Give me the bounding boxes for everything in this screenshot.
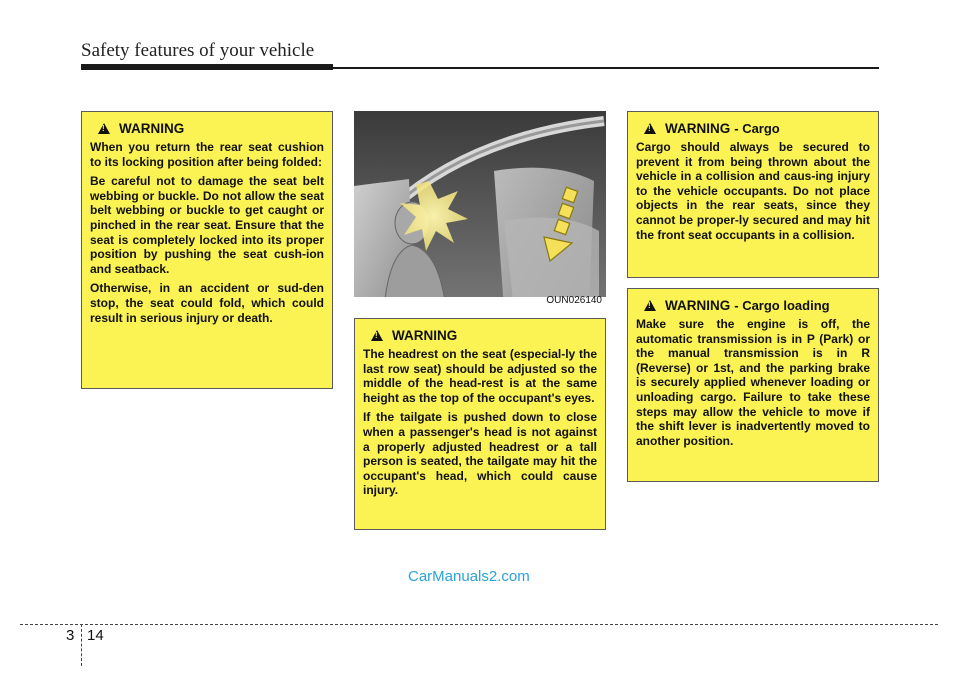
warning-paragraph: Otherwise, in an accident or sud-den stop, the seat could fold, which could result in serious injury or death. <box>90 281 324 325</box>
warning-paragraph: Cargo should always be secured to prevent it from being thrown about the vehicle in a collision and caus-ing injury to the vehicle occupants. Do not place objects in the rear seats, since they cannot be proper-ly secured and may hit the front seat occupants in a collision. <box>636 140 870 242</box>
footer-rule <box>20 624 938 625</box>
warning-subheading: - Cargo loading <box>734 298 830 313</box>
warning-triangle-icon <box>644 123 656 134</box>
page-number: 14 <box>87 627 104 644</box>
warning-paragraph: Make sure the engine is off, the automatic transmission is in P (Park) or the manual transmission is in R (Reverse) or 1st, and the parking brake is securely applied whenever loading or unloading cargo. Failure to take these steps may allow the vehicle to move if the shift lever is inadvertently moved to another position. <box>636 317 870 448</box>
warning-box-cargo <box>627 111 879 278</box>
warning-heading <box>644 298 870 313</box>
header-rule-thick <box>81 64 333 70</box>
illustration-code: OUN026140 <box>546 295 602 306</box>
warning-paragraph: When you return the rear seat cushion to its locking position after being folded: <box>90 140 324 169</box>
warning-heading <box>371 328 597 343</box>
warning-heading <box>644 121 870 136</box>
warning-heading-text: WARNING <box>392 328 458 343</box>
warning-heading-text: WARNING <box>119 121 185 136</box>
warning-heading <box>98 121 324 136</box>
chapter-number: 3 <box>66 627 75 644</box>
warning-paragraph: The headrest on the seat (especial-ly the last row seat) should be adjusted so the middle of the head-rest is at the same height as the top of the occupant's eyes. <box>363 347 597 405</box>
warning-triangle-icon <box>98 123 110 134</box>
warning-paragraph: Be careful not to damage the seat belt webbing or buckle. Do not allow the seat belt webbing or buckle to get caught or pinched in the rear seat. Ensure that the seat is completely locked into its proper position by pushing the seat cush-ion and seatback. <box>90 174 324 276</box>
headrest-impact-illustration <box>354 111 606 309</box>
page-header-title: Safety features of your vehicle <box>81 40 315 61</box>
warning-subheading: - Cargo <box>734 121 780 136</box>
warning-box-headrest <box>354 318 606 530</box>
warning-triangle-icon <box>371 330 383 341</box>
warning-box-cargo-loading <box>627 288 879 482</box>
warning-heading-text: WARNING <box>665 298 731 313</box>
warning-triangle-icon <box>644 300 656 311</box>
warning-heading-text: WARNING <box>665 121 731 136</box>
watermark-link[interactable]: CarManuals2.com <box>408 568 530 585</box>
warning-paragraph: If the tailgate is pushed down to close when a passenger's head is not against a properly adjusted headrest or a tall person is seated, the tailgate may hit the occupant's head, which could cause injury. <box>363 410 597 498</box>
footer-divider <box>81 624 82 666</box>
header-rule-thin <box>333 67 879 69</box>
illustration-graphic <box>354 111 606 309</box>
warning-box-seat-cushion <box>81 111 333 389</box>
